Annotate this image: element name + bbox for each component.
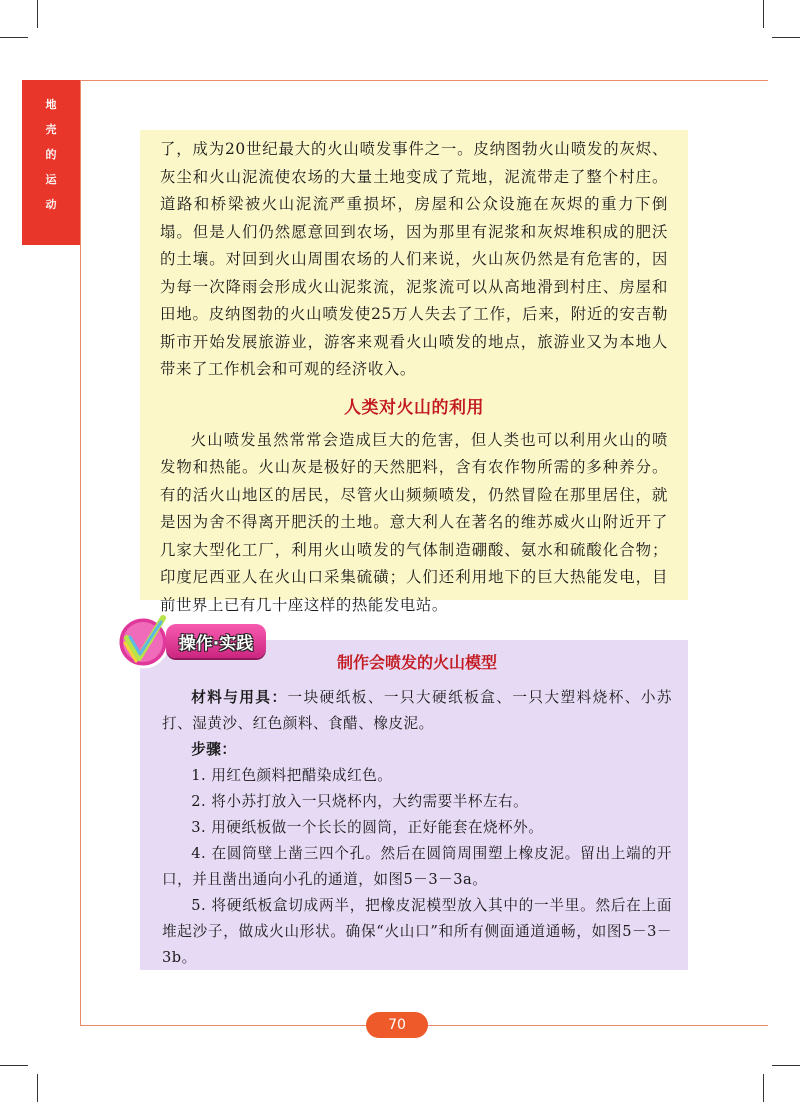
reading-paragraph: 了，成为20世纪最大的火山喷发事件之一。皮纳图勃火山喷发的灰烬、灰尘和火山泥流使农场的大量土地变成了荒地，泥流带走了整个村庄。道路和桥梁被火山泥流严重损坏，房屋和公众设施在灰烬的重力下倒塌。但是人们仍然愿意回到农场，因为那里有泥浆和灰烬堆积成的肥沃的土壤。对回到火山周围农场的人们来说，火山灰仍然是有危害的，因为每一次降雨会形成火山泥浆流，泥浆流可以从高地滑到村庄、房屋和田地。皮纳图勃的火山喷发使25万人失去了工作，后来，附近的安吉勒斯市开始发展旅游业，游客来观看火山喷发的地点，旅游业又为本地人带来了工作机会和可观的经济收入。: [160, 140, 668, 378]
side-tab-char: 的: [45, 148, 57, 161]
crop-mark: [763, 0, 764, 28]
crop-mark: [37, 0, 38, 28]
crop-mark: [763, 1074, 764, 1102]
top-rule: [80, 80, 768, 81]
materials-text: 一块硬纸板、一只大硬纸板盒、一只大塑料烧杯、小苏打、湿黄沙、红色颜料、食醋、橡皮泥。: [162, 689, 672, 732]
crop-mark: [0, 37, 28, 38]
materials-paragraph: [162, 685, 672, 737]
side-tab-char: 运: [45, 173, 57, 186]
side-tab-char: 地: [45, 98, 57, 111]
reading-paragraph: 火山喷发虽然常常会造成巨大的危害，但人类也可以利用火山的喷发物和热能。火山灰是极好的天然肥料，含有农作物所需的多种养分。有的活火山地区的居民，尽管火山频频喷发，仍然冒险在那里居住，就是因为舍不得离开肥沃的土地。意大利人在著名的维苏威火山附近开了几家大型化工厂，利用火山喷发的气体制造硼酸、氨水和硫酸化合物；印度尼西亚人在火山口采集硫磺；人们还利用地下的巨大热能发电，目前世界上已有几十座这样的热能发电站。: [160, 430, 668, 614]
step-item: 1. 用红色颜料把醋染成红色。: [191, 767, 393, 784]
crop-mark: [0, 1065, 28, 1066]
crop-mark: [37, 1074, 38, 1102]
crop-mark: [772, 1065, 800, 1066]
practice-badge: [113, 610, 273, 670]
crop-mark: [772, 37, 800, 38]
step-item: 4. 在圆筒壁上凿三四个孔。然后在圆筒周围塑上橡皮泥。留出上端的开口，并且凿出通向小孔的通道，如图5－3－3a。: [162, 845, 672, 888]
page-number: 70: [366, 1012, 428, 1038]
side-tab-char: 壳: [45, 123, 57, 136]
materials-label: 材料与用具：: [191, 689, 288, 706]
practice-block: [140, 640, 688, 970]
left-rule: [80, 80, 81, 1026]
practice-badge-label: 操作·实践: [166, 624, 266, 658]
practice-title: 制作会喷发的火山模型: [336, 653, 497, 672]
chapter-side-tab: [22, 80, 80, 245]
section-title: 人类对火山的利用: [344, 397, 484, 418]
step-item: 3. 用硬纸板做一个长长的圆筒，正好能套在烧杯外。: [191, 819, 544, 836]
side-tab-char: 动: [45, 198, 57, 211]
reading-block: [140, 130, 688, 614]
steps-label: 步骤：: [191, 741, 237, 758]
step-item: 5. 将硬纸板盒切成两半，把橡皮泥模型放入其中的一半里。然后在上面堆起沙子，做成火山形状。确保“火山口”和所有侧面通道通畅，如图5－3－3b。: [162, 897, 672, 966]
step-item: 2. 将小苏打放入一只烧杯内，大约需要半杯左右。: [191, 793, 529, 810]
